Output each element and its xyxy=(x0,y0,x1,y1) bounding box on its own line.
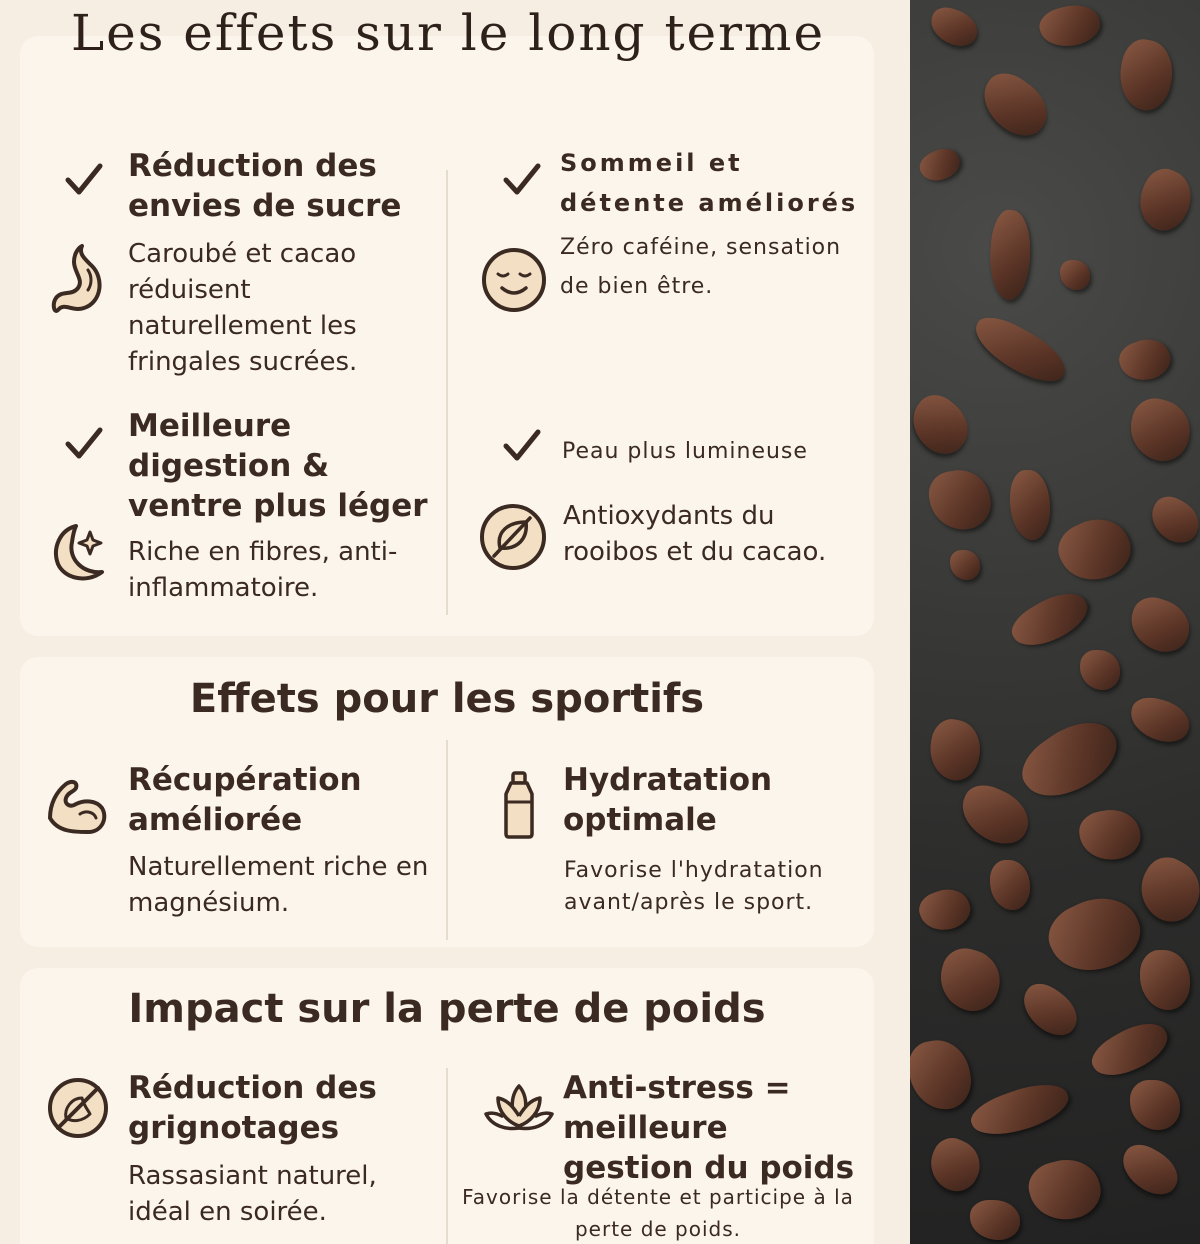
check-icon xyxy=(502,160,542,200)
column-divider xyxy=(446,1068,448,1244)
cocoa-nibs-photo xyxy=(910,0,1200,1244)
item-text-recovery: Naturellement riche en magnésium. xyxy=(128,852,429,918)
sport-title: Effets pour les sportifs xyxy=(189,676,705,722)
item-title-snacking: Réduction des grignotages xyxy=(128,1070,377,1146)
item-title-hydration: Hydratation optimale xyxy=(563,762,773,838)
weight-title: Impact sur la perte de poids xyxy=(128,986,766,1032)
item-title-stress: Anti-stress = meilleure gestion du poids xyxy=(563,1070,855,1186)
item-title-sugar: Réduction des envies de sucre xyxy=(128,148,402,224)
item-title-recovery: Récupération améliorée xyxy=(128,762,362,838)
check-icon xyxy=(64,424,104,464)
item-text-sleep: Zéro caféine, sensation de bien être. xyxy=(560,235,842,299)
no-snack-icon xyxy=(46,1076,110,1140)
moon-icon xyxy=(46,520,110,586)
item-title-sleep: Sommeil et détente améliorés xyxy=(560,149,859,217)
column-divider xyxy=(446,740,448,940)
item-text-skin: Antioxydants du rooibos et du cacao. xyxy=(563,501,827,567)
check-icon xyxy=(64,160,104,200)
stomach-icon xyxy=(48,240,112,318)
item-text-stress: Favorise la détente et participe à la perte de poids. xyxy=(462,1185,854,1241)
item-text-sugar: Caroubé et cacao réduisent naturellement les fringales sucrées. xyxy=(128,239,358,377)
lotus-icon xyxy=(482,1082,556,1134)
item-text-snacking: Rassasiant naturel, idéal en soirée. xyxy=(128,1161,377,1227)
leaf-badge-icon xyxy=(478,502,548,572)
item-title-skin: Peau plus lumineuse xyxy=(562,439,808,464)
column-divider xyxy=(446,170,448,615)
item-title-digestion: Meilleure digestion & ventre plus léger xyxy=(128,408,428,524)
item-text-digestion: Riche en fibres, anti-inflammatoire. xyxy=(128,537,398,603)
bottle-icon xyxy=(500,770,538,840)
muscle-arm-icon xyxy=(44,774,112,838)
page-title: Les effets sur le long terme xyxy=(70,4,826,62)
smiley-icon xyxy=(480,246,548,314)
item-text-hydration: Favorise l'hydratation avant/après le sport. xyxy=(564,858,824,915)
check-icon xyxy=(502,426,542,466)
